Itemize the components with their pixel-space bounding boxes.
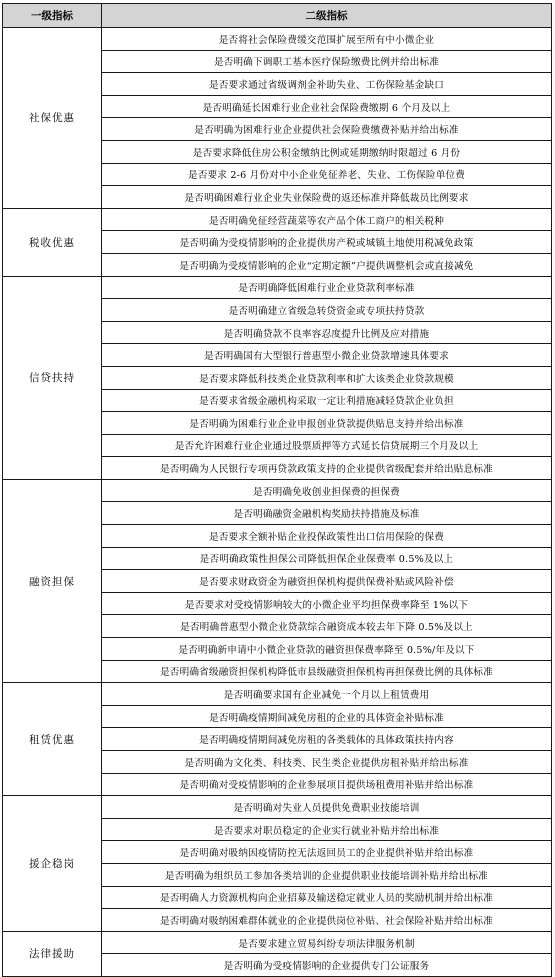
primary-indicator-cell: 融资担保 [3,479,102,682]
secondary-indicator-cell: 是否明确疫情期间减免房租的企业的具体资金补贴标准 [102,705,552,728]
secondary-indicator-cell: 是否要求全额补贴企业投保政策性出口信用保险的保费 [102,525,552,548]
table-row [3,276,552,299]
table-row [3,796,552,819]
secondary-indicator-cell: 是否明确要求国有企业减免一个月以上租赁费用 [102,683,552,706]
secondary-indicator-cell: 是否明确为困难行业企业申报创业贷款提供贴息支持并给出标准 [102,412,552,435]
table-row [3,931,552,954]
primary-indicator-cell: 租赁优惠 [3,683,102,796]
secondary-indicator-cell: 是否明确对吸纳困难群体就业的企业提供岗位补贴、社会保险补贴并给出标准 [102,909,552,932]
secondary-indicator-cell: 是否要求对职员稳定的企业实行就业补贴并给出标准 [102,818,552,841]
secondary-indicator-cell: 是否明确为组织员工参加各类培训的企业提供职业技能培训补贴并给出标准 [102,863,552,886]
secondary-indicator-cell: 是否明确为受疫情影响的企业提供专门公证服务 [102,954,552,977]
secondary-indicator-cell: 是否要求通过省级调剂金补助失业、工伤保险基金缺口 [102,73,552,96]
secondary-indicator-cell: 是否将社会保险费缓交范围扩展至所有中小微企业 [102,28,552,51]
secondary-indicator-cell: 是否要求 2-6 月份对中小企业免征养老、失业、工伤保险单位费 [102,163,552,186]
secondary-indicator-cell: 是否要求财政资金为融资担保机构提供保费补贴或风险补偿 [102,570,552,593]
indicator-table [2,3,552,977]
table-body [3,28,552,977]
secondary-indicator-cell: 是否明确延长困难行业企业社会保险费缴期 6 个月及以上 [102,95,552,118]
secondary-indicator-cell: 是否允许困难行业企业通过股票质押等方式延长信贷展期三个月及以上 [102,434,552,457]
secondary-indicator-cell: 是否明确对受疫情影响的企业参展项目提供场租费用补贴并给出标准 [102,773,552,796]
secondary-indicator-cell: 是否明确免征经营蔬菜等农产品个体工商户的相关税种 [102,208,552,231]
primary-indicator-cell: 社保优惠 [3,28,102,209]
secondary-indicator-cell: 是否明确免收创业担保费的担保费 [102,479,552,502]
secondary-indicator-cell: 是否要求建立贸易纠纷专项法律服务机制 [102,931,552,954]
secondary-indicator-cell: 是否明确对吸纳因疫情防控无法返回员工的企业提供补贴并给出标准 [102,841,552,864]
secondary-indicator-cell: 是否明确疫情期间减免房租的各类载体的具体政策扶持内容 [102,728,552,751]
secondary-indicator-cell: 是否明确建立省级急转贷资金或专项扶持贷款 [102,299,552,322]
primary-indicator-cell: 税收优惠 [3,208,102,276]
secondary-indicator-cell: 是否明确贷款不良率容忍度提升比例及应对措施 [102,321,552,344]
secondary-indicator-cell: 是否明确普惠型小微企业贷款综合融资成本较去年下降 0.5%及以上 [102,615,552,638]
secondary-indicator-cell: 是否要求降低科技类企业贷款利率和扩大该类企业贷款规模 [102,366,552,389]
secondary-indicator-cell: 是否明确为人民银行专项再贷款政策支持的企业提供省级配套并给出贴息标准 [102,457,552,480]
secondary-indicator-cell: 是否要求省级金融机构采取一定让利措施减轻贷款企业负担 [102,389,552,412]
table-row [3,683,552,706]
secondary-indicator-cell: 是否明确降低困难行业企业贷款利率标准 [102,276,552,299]
secondary-indicator-cell: 是否明确为困难行业企业提供社会保险费缴费补贴并给出标准 [102,118,552,141]
table-row [3,208,552,231]
secondary-indicator-cell: 是否要求对受疫情影响较大的小微企业平均担保费率降至 1%以下 [102,592,552,615]
secondary-indicator-cell: 是否明确对失业人员提供免费职业技能培训 [102,796,552,819]
secondary-indicator-cell: 是否明确下调职工基本医疗保险缴费比例并给出标准 [102,50,552,73]
secondary-indicator-cell: 是否明确融资金融机构奖励扶持措施及标准 [102,502,552,525]
secondary-indicator-cell: 是否明确人力资源机构向企业招募及输送稳定就业人员的奖励机制并给出标准 [102,886,552,909]
secondary-indicator-cell: 是否明确为受疫情影响的企业提供房产税或城镇土地使用税减免政策 [102,231,552,254]
secondary-indicator-cell: 是否明确为受疫情影响的企业“定期定额”户提供调整机会或直接减免 [102,253,552,276]
secondary-indicator-cell: 是否明确政策性担保公司降低担保企业保费率 0.5%及以上 [102,547,552,570]
secondary-indicator-cell: 是否明确为文化类、科技类、民生类企业提供房租补贴并给出标准 [102,751,552,774]
table-row [3,28,552,51]
table-header-row [3,4,552,28]
secondary-indicator-cell: 是否明确国有大型银行普惠型小微企业贷款增速具体要求 [102,344,552,367]
primary-indicator-cell: 援企稳岗 [3,796,102,932]
primary-indicator-cell: 信贷扶持 [3,276,102,479]
secondary-indicator-cell: 是否明确新申请中小微企业贷款的融资担保费率降至 0.5%/年及以下 [102,638,552,661]
secondary-indicator-cell: 是否要求降低住房公积金缴纳比例或延期缴纳时限超过 6 月份 [102,140,552,163]
secondary-indicator-cell: 是否明确困难行业企业失业保险费的返还标准并降低裁员比例要求 [102,186,552,209]
secondary-indicator-cell: 是否明确省级融资担保机构降低市县级融资担保机构再担保费比例的具体标准 [102,660,552,683]
table-row [3,479,552,502]
header-secondary-indicator: 二级指标 [102,4,552,28]
header-primary-indicator: 一级指标 [3,4,102,28]
primary-indicator-cell: 法律援助 [3,931,102,976]
